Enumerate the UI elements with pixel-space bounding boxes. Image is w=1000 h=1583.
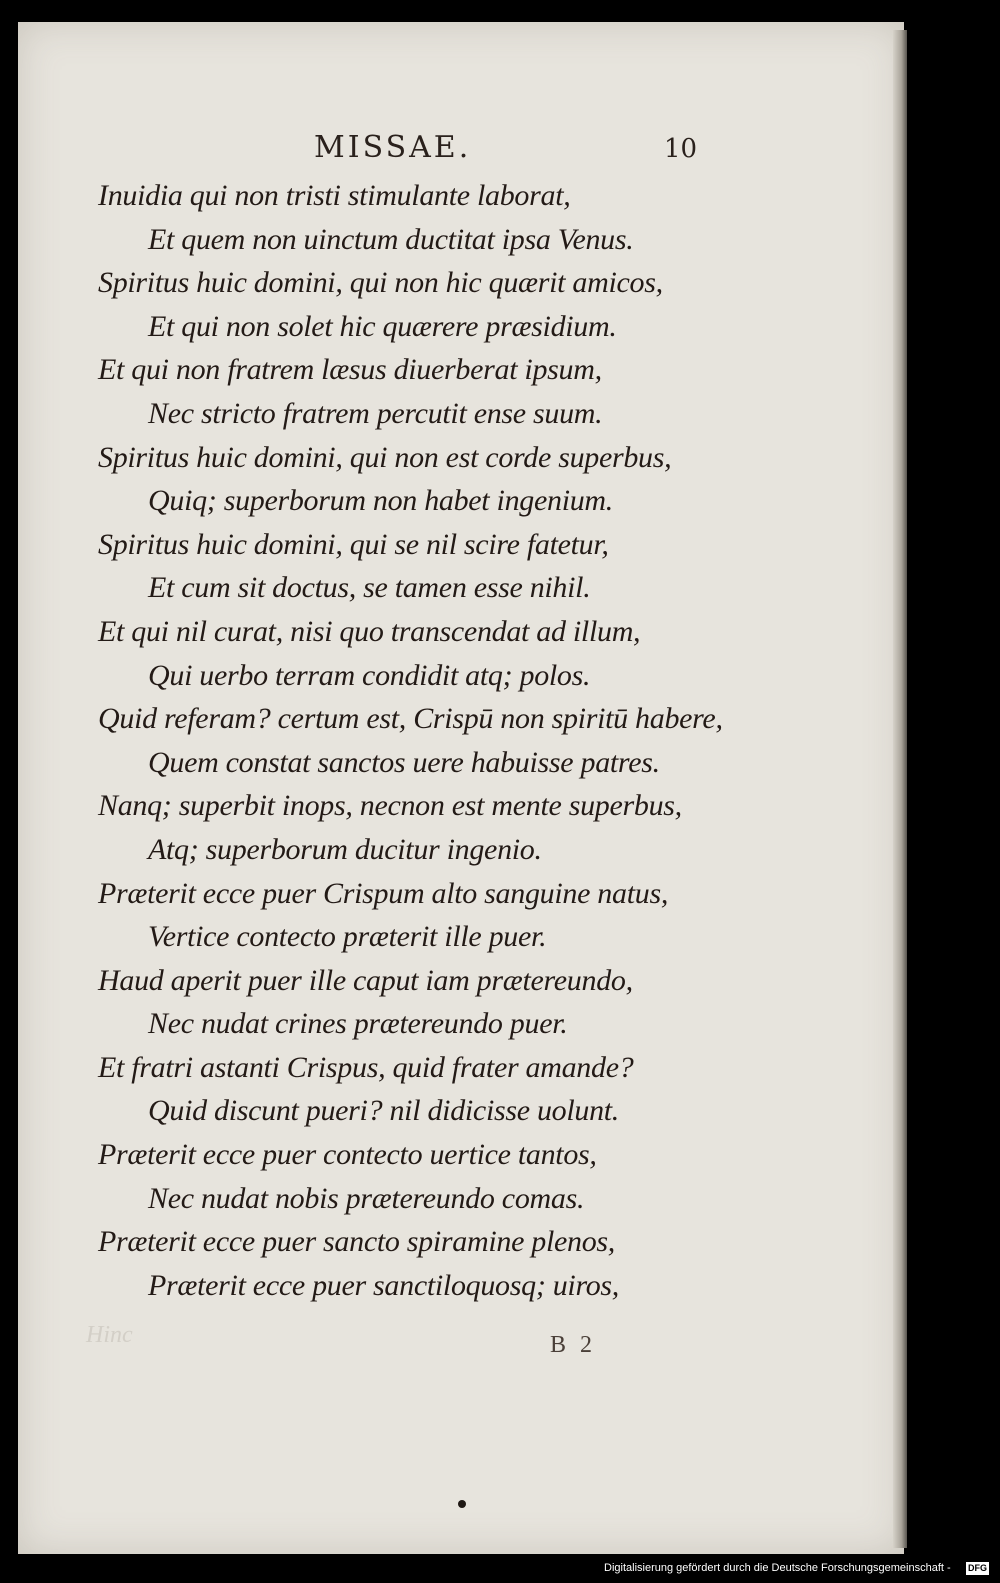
verse-line: Atq; superborum ducitur ingenio.: [148, 832, 542, 866]
ink-dot: [458, 1500, 466, 1508]
poem-text: [18, 174, 904, 1307]
page-header: [18, 130, 904, 170]
verse-line: Inuidia qui non tristi stimulante laborat,: [98, 179, 571, 212]
dfg-logo: DFG: [968, 1563, 987, 1573]
running-title: MISSAE.: [314, 130, 472, 165]
verse-line: Et cum sit doctus, se tamen esse nihil.: [148, 571, 591, 605]
verse-line: Quid referam? certum est, Crispū non spiritū habere,: [98, 702, 723, 736]
verse-line: Nec nudat crines prætereundo puer.: [148, 1007, 568, 1041]
verse-line: Præterit ecce puer sancto spiramine plenos,: [98, 1225, 616, 1259]
verse-line: Spiritus huic domini, qui non hic quærit amicos,: [98, 266, 663, 300]
verse-line: Quiq; superborum non habet ingenium.: [148, 484, 613, 518]
digitization-credit: Digitalisierung gefördert durch die Deutsche Forschungsgemeinschaft -: [604, 1562, 951, 1574]
verse-line: Qui uerbo terram condidit atq; polos.: [148, 658, 591, 692]
verse-line: Et fratri astanti Crispus, quid frater amande?: [98, 1050, 634, 1084]
verse-line: Præterit ecce puer contecto uertice tantos,: [98, 1138, 597, 1172]
book-page: [18, 22, 904, 1554]
verse-line: Spiritus huic domini, qui non est corde superbus,: [98, 440, 672, 474]
verse-line: Vertice contecto præterit ille puer.: [148, 920, 547, 954]
verse-line: Præterit ecce puer Crispum alto sanguine natus,: [98, 876, 669, 910]
page-number: 10: [664, 134, 698, 164]
verse-line: Et qui nil curat, nisi quo transcendat ad illum,: [98, 614, 641, 648]
show-through-text: Hinc: [86, 1322, 133, 1348]
verse-line: Haud aperit puer ille caput iam prætereundo,: [98, 963, 633, 997]
page-edge: [893, 30, 907, 1548]
verse-line: Quid discunt pueri? nil didicisse uolunt.: [148, 1094, 620, 1128]
verse-line: Præterit ecce puer sanctiloquosq; uiros,: [148, 1268, 619, 1302]
verse-line: Nec stricto fratrem percutit ense suum.: [148, 396, 603, 430]
verse-line: Et qui non solet hic quærere præsidium.: [148, 309, 617, 343]
verse-line: Et qui non fratrem læsus diuerberat ipsum,: [98, 353, 602, 387]
verse-line: Nanq; superbit inops, necnon est mente superbus,: [98, 789, 682, 823]
verse-line: Et quem non uinctum ductitat ipsa Venus.: [148, 222, 634, 256]
signature-mark: B 2: [550, 1332, 597, 1358]
verse-line: Spiritus huic domini, qui se nil scire fatetur,: [98, 527, 609, 561]
verse-line: Quem constat sanctos uere habuisse patres.: [148, 745, 660, 779]
verse-line: Nec nudat nobis prætereundo comas.: [148, 1181, 585, 1215]
